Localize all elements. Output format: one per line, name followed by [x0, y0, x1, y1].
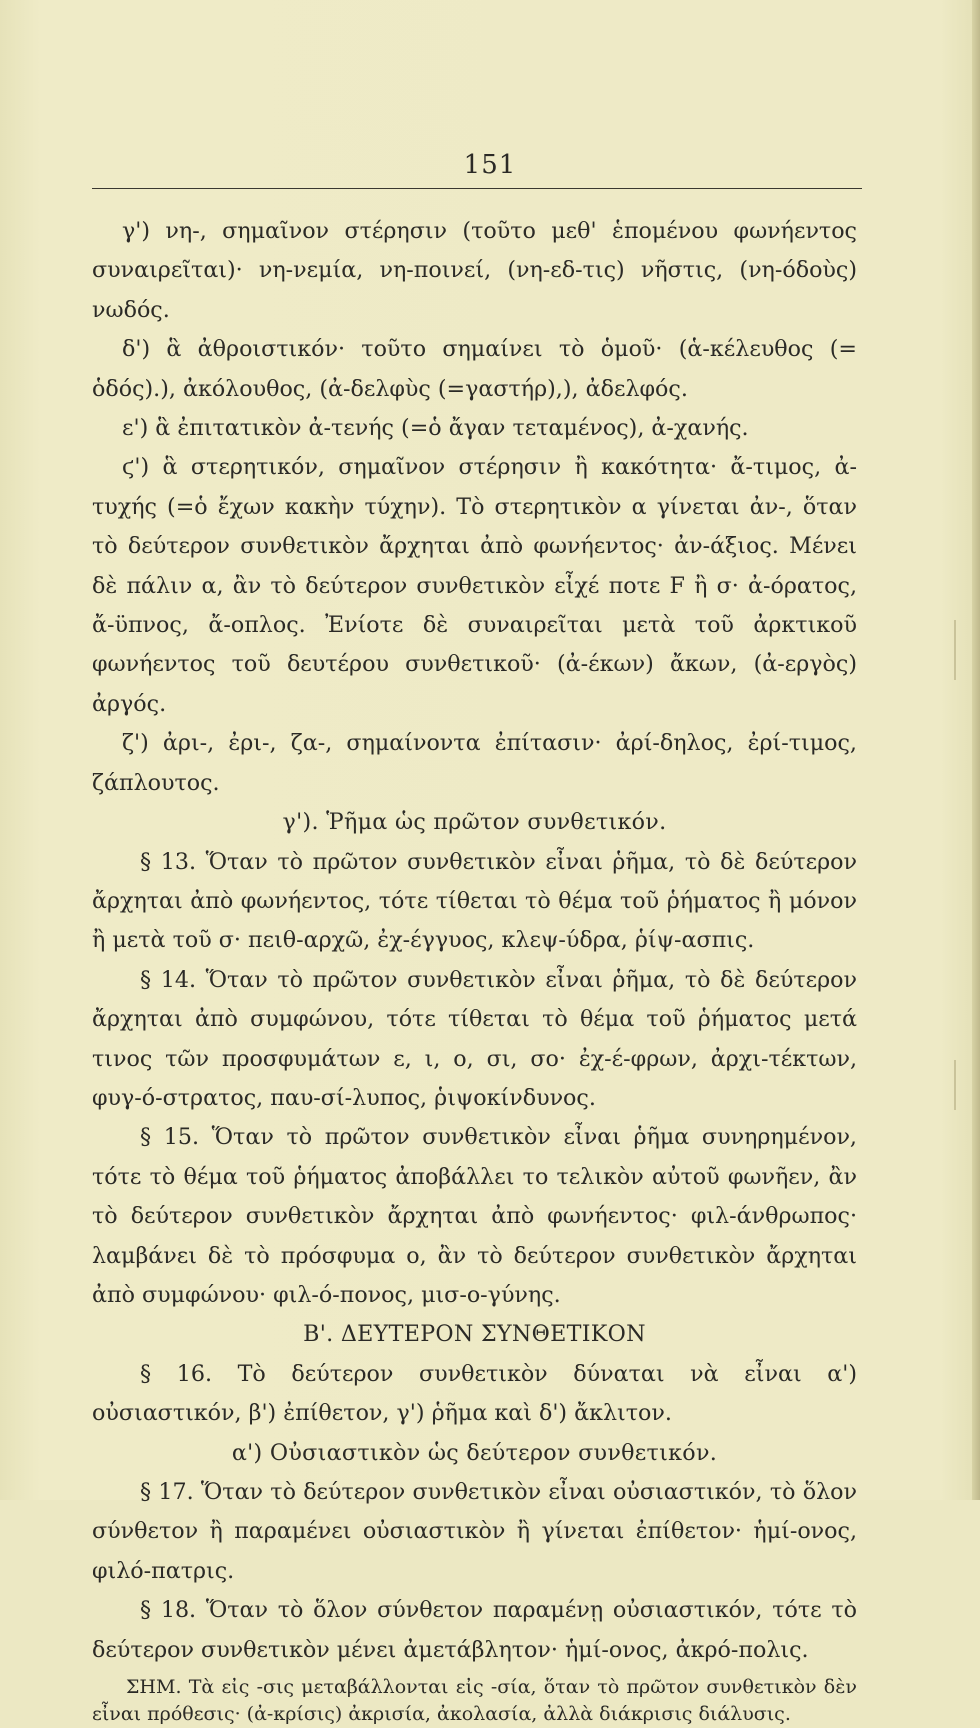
section-paragraph: § 15. Ὅταν τὸ πρῶτον συνθετικὸν εἶναι ῥῆμα συνηρημένον, τότε τὸ θέμα τοῦ ῥήματος ἀποβάλλει το τελικὸν αὐτοῦ φωνῆεν, ἂν τὸ δεύτερον συνθετικὸν ἄρχηται ἀπὸ φωνήεντος· φιλ-άνθρωπος· λαμβάνει δὲ τὸ πρόσφυμα ο, ἂν τὸ δεύτερον συνθετικὸν ἄρχηται ἀπὸ συμφώνου· φιλ-ό-πονος, μισ-ο-γύνης. [92, 1124, 857, 1308]
section-paragraph: § 16. Τὸ δεύτερον συνθετικὸν δύναται νὰ εἶναι α') οὐσιαστικόν, β') ἐπίθετον, γ') ῥῆμα καὶ δ') ἄκλιτον. [92, 1360, 857, 1427]
page-body [92, 212, 857, 1728]
paragraph: ε') ἃ ἐπιτατικὸν ἀ-τενής (=ὁ ἄγαν τεταμένος), ἀ-χανής. [122, 415, 749, 442]
section-heading: α') Οὐσιαστικὸν ὡς δεύτερον συνθετικόν. [231, 1439, 718, 1466]
section-heading: γ'). Ῥῆμα ὡς πρῶτον συνθετικόν. [282, 809, 667, 836]
page-number: 151 [463, 150, 517, 180]
footnote: ΣΗΜ. Τὰ εἰς -σις μεταβάλλονται εἰς -σία, ὅταν τὸ πρῶτον συνθετικὸν δὲν εἶναι πρόθεσις· (ἀ-κρίσις) ἀκρισία, ἀκολασία, ἀλλὰ διάκρισις διάλυσις. [92, 1676, 857, 1726]
paragraph: δ') ἃ ἀθροιστικόν· τοῦτο σημαίνει τὸ ὁμοῦ· (ἁ-κέλευθος (= ὁδός).), ἀκόλουθος, (ἀ-δελφὺς (=γαστήρ),), ἀδελφός. [92, 336, 857, 402]
binding-edge [972, 0, 980, 1500]
section-paragraph: § 17. Ὅταν τὸ δεύτερον συνθετικὸν εἶναι οὐσιαστικόν, τὸ ὅλον σύνθετον ἢ παραμένει οὐσιαστικὸν ἢ γίνεται ἐπίθετον· ἡμί-ονος, φιλό-πατρις. [92, 1479, 857, 1584]
paragraph: ϛ') ἃ στερητικόν, σημαῖνον στέρησιν ἢ κακότητα· ἄ-τιμος, ἀ-τυχής (=ὁ ἔχων κακὴν τύχην). Τὸ στερητικὸν α γίνεται ἀν-, ὅταν τὸ δεύτερον συνθετικὸν ἄρχηται ἀπὸ φωνήεντος· ἀν-άξιος. Μένει δὲ πάλιν α, ἂν τὸ δεύτερον συνθετικὸν εἶχέ ποτε F ἢ σ· ἀ-όρατος, ἄ-ϋπνος, ἄ-οπλος. Ἐνίοτε δὲ συναιρεῖται μετὰ τοῦ ἀρκτικοῦ φωνήεντος τοῦ δευτέρου συνθετικοῦ· (ἀ-έκων) ἄκων, (ἀ-εργὸς) ἀργός. [92, 454, 857, 717]
scan-artifact [954, 620, 956, 680]
paragraph: γ') νη-, σημαῖνον στέρησιν (τοῦτο μεθ' ἑπομένου φωνήεντος συναιρεῖται)· νη-νεμία, νη-ποινεί, (νη-εδ-τις) νῆστις, (νη-όδοὺς) νωδός. [92, 218, 857, 323]
section-paragraph: § 13. Ὅταν τὸ πρῶτον συνθετικὸν εἶναι ῥῆμα, τὸ δὲ δεύτερον ἄρχηται ἀπὸ φωνήεντος, τότε τίθεται τὸ θέμα τοῦ ῥήματος ἢ μόνον ἢ μετὰ τοῦ σ· πειθ-αρχῶ, ἐχ-έγγυος, κλεψ-ύδρα, ῥίψ-ασπις. [92, 848, 857, 954]
chapter-heading: Β'. ΔΕΥΤΕΡΟΝ ΣΥΝΘΕΤΙΚΟΝ [303, 1321, 646, 1348]
section-paragraph: § 14. Ὅταν τὸ πρῶτον συνθετικὸν εἶναι ῥῆμα, τὸ δὲ δεύτερον ἄρχηται ἀπὸ συμφώνου, τότε τίθεται τὸ θέμα τοῦ ῥήματος μετά τινος τῶν προσφυμάτων ε, ι, ο, σι, σο· ἐχ-έ-φρων, ἀρχι-τέκτων, φυγ-ό-στρατος, παυ-σί-λυπος, ῥιψοκίνδυνος. [92, 966, 857, 1111]
header-rule [92, 188, 862, 189]
section-paragraph: § 18. Ὅταν τὸ ὅλον σύνθετον παραμένῃ οὐσιαστικόν, τότε τὸ δεύτερον συνθετικὸν μένει ἀμετάβλητον· ἡμί-ονος, ἀκρό-πολις. [92, 1597, 857, 1663]
paragraph: ζ') ἀρι-, ἐρι-, ζα-, σημαίνοντα ἐπίτασιν· ἀρί-δηλος, ἐρί-τιμος, ζάπλουτος. [92, 730, 857, 796]
scan-artifact [954, 1060, 956, 1110]
